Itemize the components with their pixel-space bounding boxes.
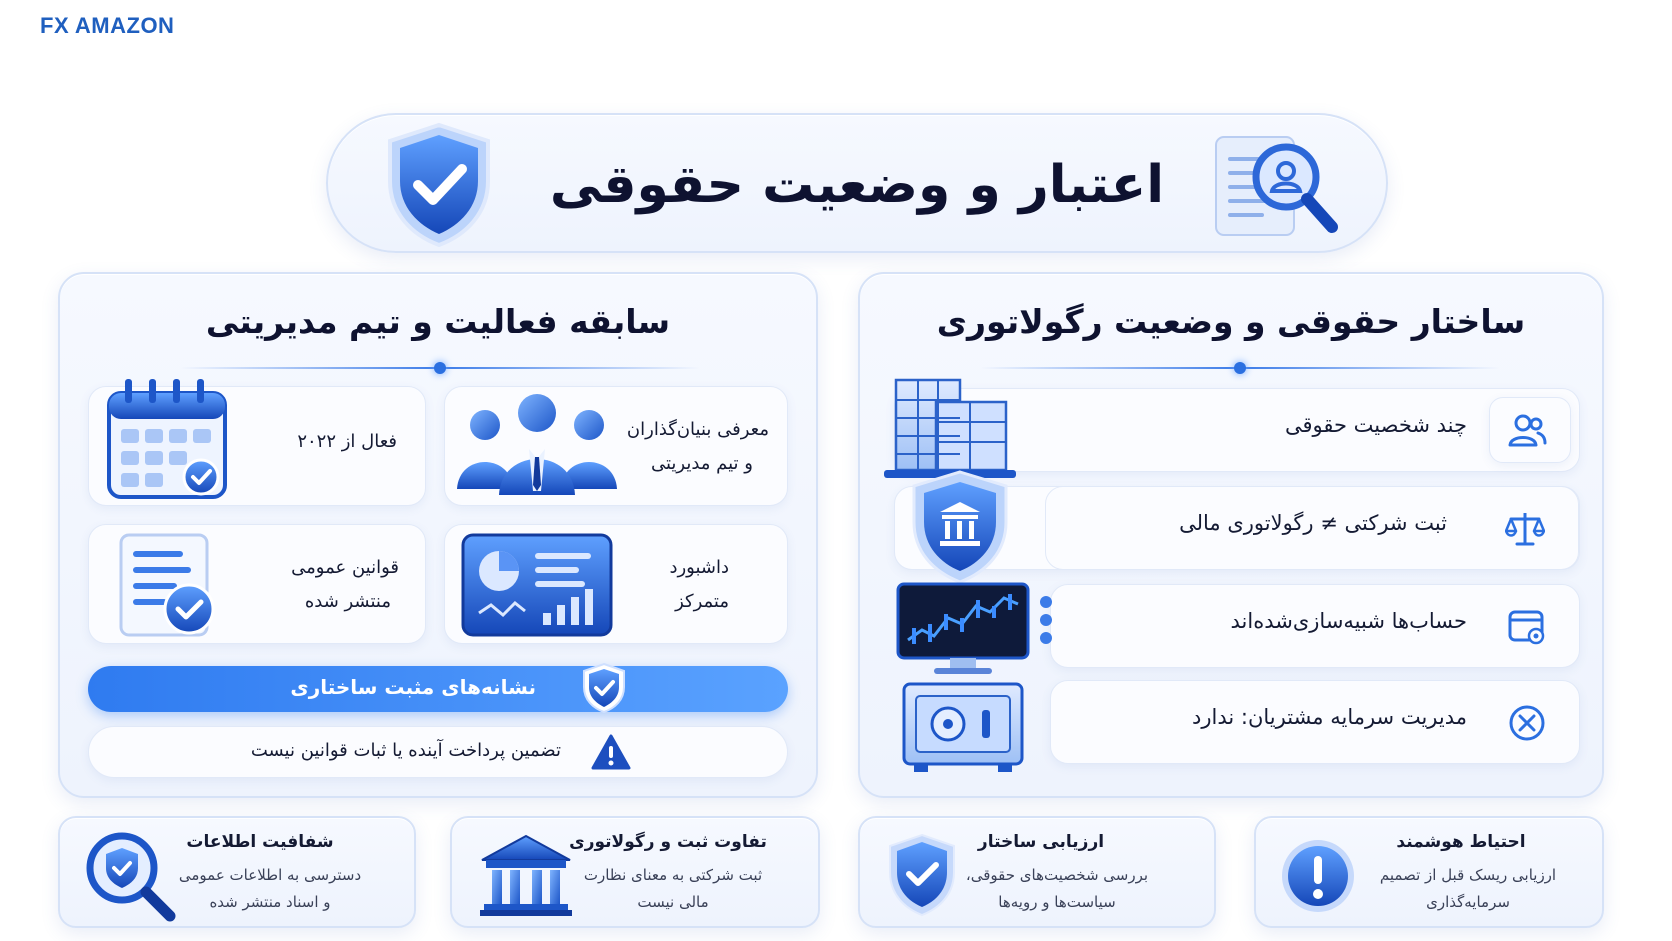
calendar-icon: [95, 373, 245, 507]
bottom-card-line-1: ثبت شرکتی به معنای نظارت: [583, 866, 763, 884]
warning-text: تضمین پرداخت آینده یا ثبات قوانین نیست: [250, 740, 561, 761]
bank-shield-icon: [906, 468, 1014, 586]
brand-logo: FX AMAZON: [40, 13, 175, 38]
card-founders-team: [444, 386, 788, 506]
right-panel-title: ساختار حقوقی و وضعیت رگولاتوری: [936, 302, 1526, 341]
row-text: چند شخصیت حقوقی: [1284, 413, 1467, 437]
document-search-icon: [1208, 129, 1348, 245]
bottom-card-title: احتیاط هوشمند: [1396, 832, 1526, 852]
row-simulated-accounts: [1050, 584, 1580, 668]
row-text: مدیریت سرمایه مشتریان: ندارد: [1192, 705, 1467, 729]
card-line-2: متمرکز: [675, 591, 729, 612]
left-panel-title: سابقه فعالیت و تیم مدیریتی: [205, 302, 671, 341]
bottom-card-line-2: مالی نیست: [637, 893, 709, 911]
warning-icon: [591, 733, 631, 771]
card-line-2: و تیم مدیریتی: [650, 453, 753, 474]
row-text: ثبت شرکتی ≠ رگولاتوری مالی: [1179, 511, 1447, 535]
team-icon: [449, 381, 625, 505]
divider-dot: [434, 362, 446, 374]
scales-icon: [1505, 509, 1545, 549]
track-record-panel: [58, 272, 818, 798]
dashboard-icon: [459, 531, 615, 639]
bottom-card-title: شفافیت اطلاعات: [186, 832, 334, 852]
bottom-card-caution: [1254, 816, 1604, 928]
card-public-rules: [88, 524, 426, 644]
bottom-card-title: ارزیابی ساختار: [977, 832, 1105, 852]
trading-monitor-icon: [894, 580, 1064, 680]
shield-check-icon: [886, 832, 958, 918]
bottom-card-registration: [450, 816, 820, 928]
bottom-card-title: تفاوت ثبت و رگولاتوری: [569, 832, 767, 852]
bank-building-icon: [476, 830, 576, 918]
bottom-card-line-2: و اسناد منتشر شده: [209, 893, 331, 911]
divider-dot: [1234, 362, 1246, 374]
card-line-1: فعال از ۲۰۲۲: [297, 431, 397, 452]
users-icon: [1507, 411, 1547, 451]
bottom-card-line-1: دسترسی به اطلاعات عمومی: [178, 866, 362, 884]
glass-building-icon: [870, 366, 1020, 482]
card-line-1: داشبورد: [669, 557, 729, 578]
bottom-card-transparency: [58, 816, 416, 928]
card-active-since: [88, 386, 426, 506]
card-line-1: قوانین عمومی: [291, 557, 399, 578]
card-line-2: منتشر شده: [304, 591, 391, 612]
card-line-1: معرفی بنیان‌گذاران: [626, 419, 769, 440]
legal-structure-panel: [858, 272, 1604, 798]
x-circle-icon: [1507, 703, 1547, 743]
card-dashboard: [444, 524, 788, 644]
warning-note: [88, 726, 788, 778]
title-banner: [326, 113, 1388, 253]
bottom-card-line-2: سیاست‌ها و رویه‌ها: [998, 893, 1116, 911]
bottom-card-line-1: بررسی شخصیت‌های حقوقی،: [965, 866, 1149, 884]
shield-check-icon: [580, 662, 628, 714]
bottom-card-structure: [858, 816, 1216, 928]
row-text-box: [1045, 486, 1579, 570]
settings-window-icon: [1507, 607, 1547, 647]
row-fund-management: [1050, 680, 1580, 764]
page-title: اعتبار و وضعیت حقوقی: [549, 155, 1165, 215]
safe-vault-icon: [898, 676, 1028, 776]
bottom-card-line-1: ارزیابی ریسک قبل از تصمیم: [1379, 866, 1557, 884]
bottom-card-line-2: سرمایه‌گذاری: [1426, 893, 1510, 911]
magnifier-shield-icon: [82, 828, 178, 924]
positive-bar-label: نشانه‌های مثبت ساختاری: [290, 675, 536, 699]
exclamation-icon: [1278, 836, 1358, 916]
document-check-icon: [103, 529, 229, 643]
row-text: حساب‌ها شبیه‌سازی‌شده‌اند: [1230, 609, 1467, 633]
positive-signals-bar: [88, 666, 788, 712]
